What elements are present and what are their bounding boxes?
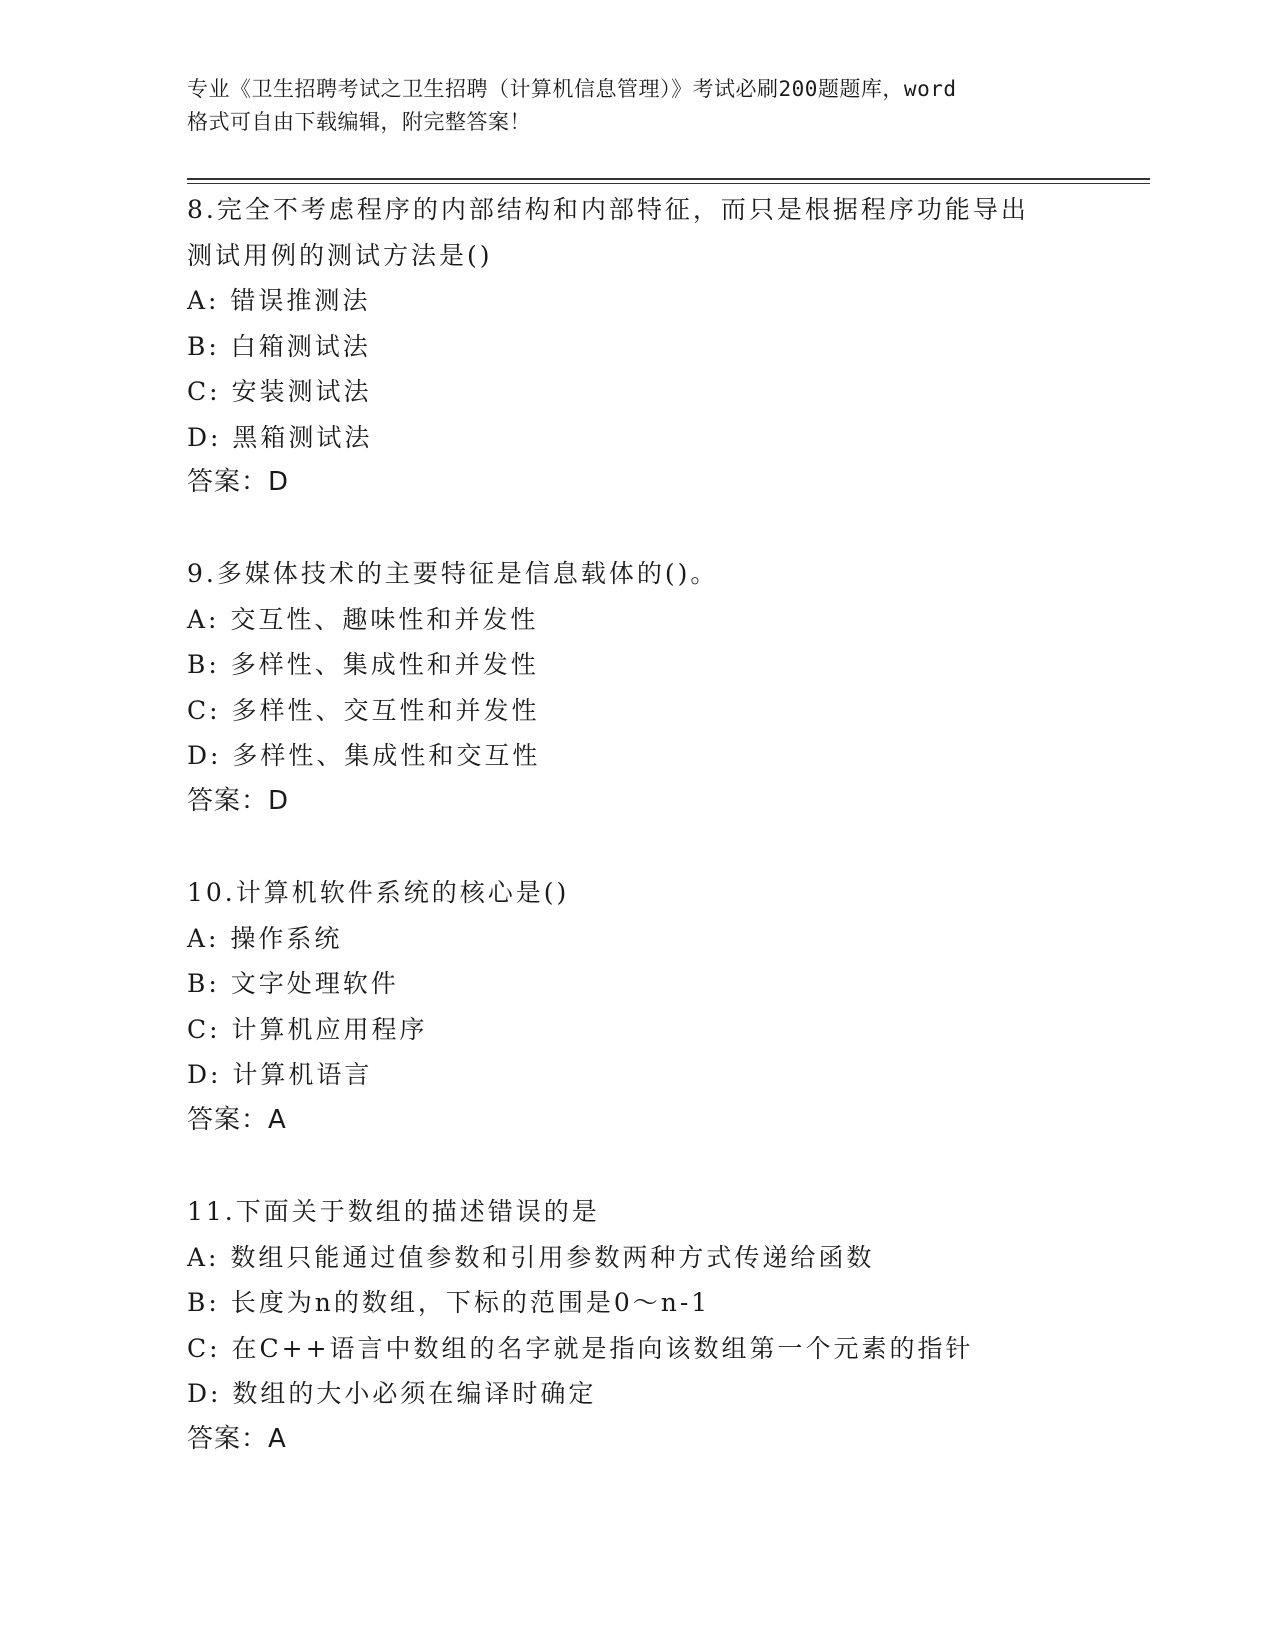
option-d: D: 多样性、集成性和交互性	[187, 741, 541, 770]
header-line-2: 格式可自由下载编辑，附完整答案！	[187, 110, 531, 134]
answer: 答案：D	[187, 467, 290, 497]
option-c: C: 在C++语言中数组的名字就是指向该数组第一个元素的指针	[187, 1333, 974, 1363]
question-9	[187, 551, 1087, 824]
question-11	[187, 1189, 1087, 1462]
header-line-1: 专业《卫生招聘考试之卫生招聘（计算机信息管理）》考试必刷200题题库，word	[187, 77, 957, 101]
option-c: C: 计算机应用程序	[187, 1014, 428, 1044]
document-header	[187, 73, 1087, 139]
option-b: B: 多样性、集成性和并发性	[187, 650, 539, 679]
question-10	[187, 870, 1087, 1143]
option-a: A: 操作系统	[187, 923, 343, 953]
option-b: B: 长度为n的数组，下标的范围是0～n-1	[187, 1288, 711, 1317]
question-8	[187, 187, 1087, 506]
option-a: A: 错误推测法	[187, 286, 371, 315]
option-b: B: 白箱测试法	[187, 331, 371, 361]
header-divider	[187, 178, 1150, 180]
option-a: A: 交互性、趣味性和并发性	[187, 604, 539, 634]
option-d: D: 计算机语言	[187, 1060, 373, 1089]
answer: 答案：D	[187, 785, 290, 816]
question-stem-cont: 测试用例的测试方法是()	[187, 240, 493, 270]
option-c: C: 多样性、交互性和并发性	[187, 695, 540, 725]
answer: 答案：A	[187, 1423, 287, 1454]
answer: 答案：A	[187, 1104, 287, 1135]
question-stem: 9.多媒体技术的主要特征是信息载体的()。	[187, 559, 719, 588]
option-c: C: 安装测试法	[187, 377, 372, 406]
option-d: D: 数组的大小必须在编译时确定	[187, 1379, 597, 1408]
question-stem: 10.计算机软件系统的核心是()	[187, 878, 570, 907]
question-stem: 8.完全不考虑程序的内部结构和内部特征，而只是根据程序功能导出	[187, 195, 1029, 224]
header-divider-thin	[187, 183, 1150, 184]
option-a: A: 数组只能通过值参数和引用参数两种方式传递给函数	[187, 1242, 875, 1272]
question-stem: 11.下面关于数组的描述错误的是	[187, 1197, 600, 1226]
option-b: B: 文字处理软件	[187, 969, 399, 998]
option-d: D: 黑箱测试法	[187, 422, 373, 452]
